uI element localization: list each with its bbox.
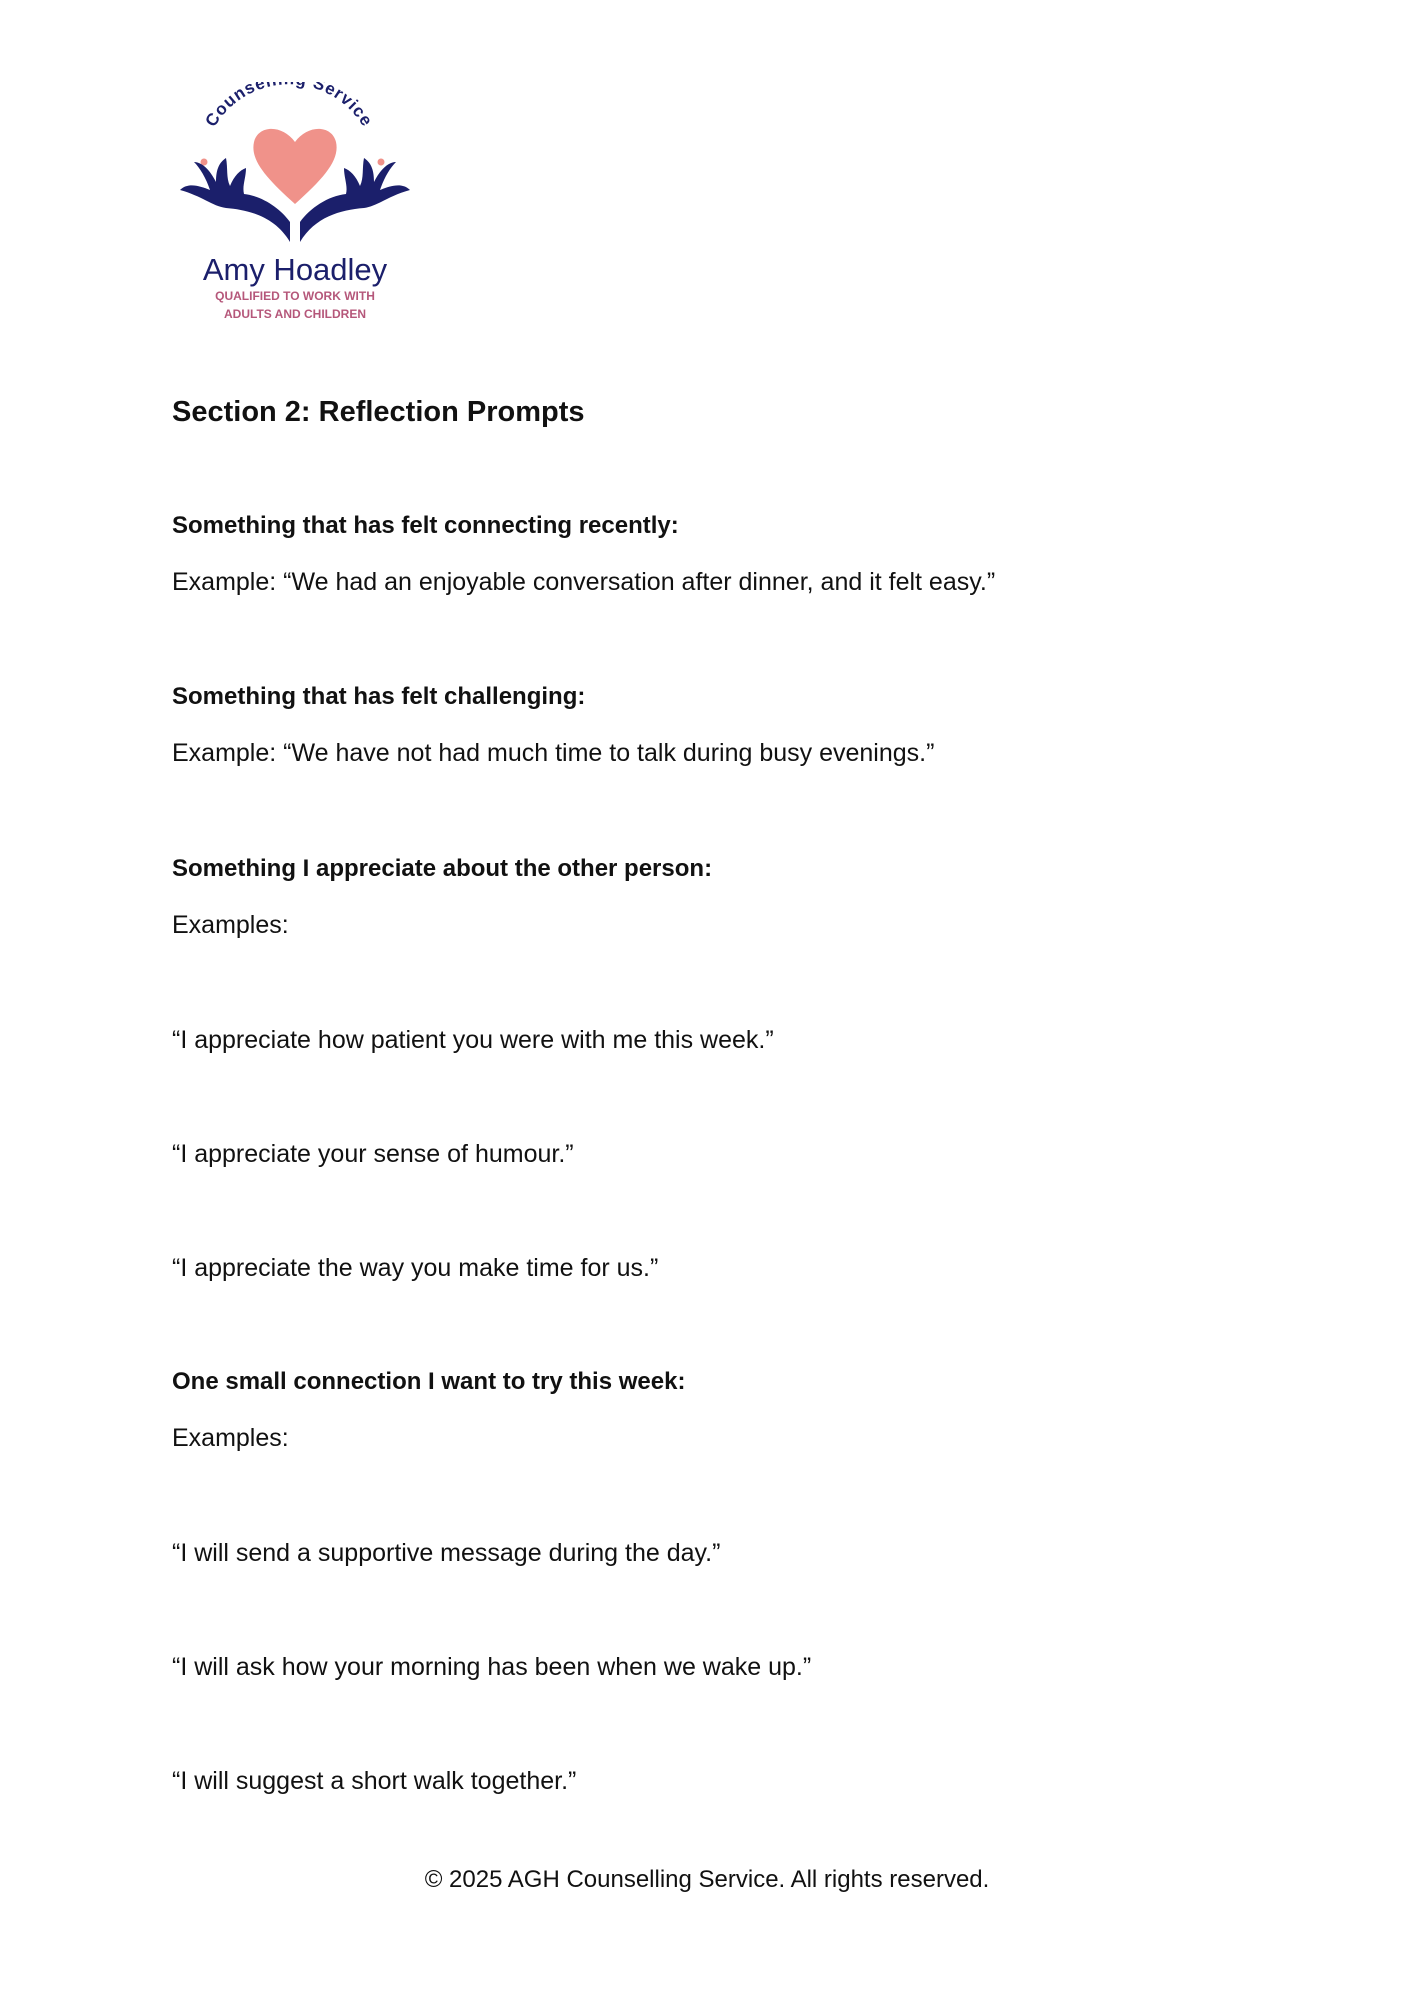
logo-dot-right (378, 159, 385, 166)
logo-arc-text: Counse Service (201, 82, 377, 131)
logo-tagline-2: ADULTS AND CHILDREN (224, 307, 366, 321)
prompt-connecting-example: Example: “We had an enjoyable conversation after dinner, and it felt easy.” (172, 568, 996, 596)
heart-icon (253, 129, 336, 204)
prompt-small-connection-heading: One small connection I want to try this week: (172, 1368, 686, 1395)
prompt-challenging-heading: Something that has felt challenging: (172, 683, 586, 710)
prompt-challenging-example: Example: “We have not had much time to talk during busy evenings.” (172, 739, 935, 767)
copyright-footer: © 2025 AGH Counselling Service. All rights reserved. (424, 1866, 990, 1893)
prompt-appreciate-examples-label: Examples: (172, 911, 289, 939)
prompt-small-connection-example-2: “I will ask how your morning has been when we wake up.” (172, 1653, 812, 1681)
prompt-small-connection-example-1: “I will send a supportive message during the day.” (172, 1539, 721, 1567)
section-title: Section 2: Reflection Prompts (172, 396, 585, 428)
prompt-small-connection-examples-label: Examples: (172, 1424, 289, 1452)
counselling-service-logo (170, 82, 420, 332)
prompt-connecting-heading: Something that has felt connecting recently: (172, 512, 679, 539)
logo-tagline-1: QUALIFIED TO WORK WITH (215, 289, 375, 303)
prompt-appreciate-example-2: “I appreciate your sense of humour.” (172, 1140, 574, 1168)
logo-name: Amy Hoadley (202, 252, 388, 287)
prompt-appreciate-heading: Something I appreciate about the other person: (172, 855, 713, 882)
prompt-appreciate-example-3: “I appreciate the way you make time for us.” (172, 1254, 659, 1282)
prompt-small-connection-example-3: “I will suggest a short walk together.” (172, 1767, 577, 1795)
prompt-appreciate-example-1: “I appreciate how patient you were with me this week.” (172, 1026, 774, 1054)
